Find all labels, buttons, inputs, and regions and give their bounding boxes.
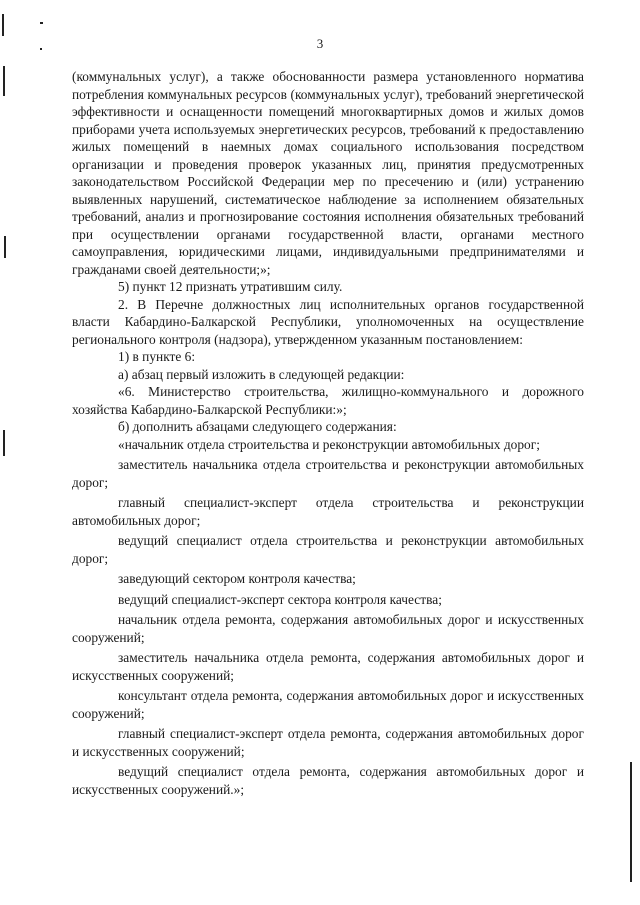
scan-edge-mark [630, 762, 632, 882]
scan-edge-mark [3, 430, 5, 456]
document-body [72, 68, 584, 798]
position-list-item: консультант отдела ремонта, содержания автомобильных дорог и искусственных сооружений; [72, 688, 584, 721]
scan-dot [40, 22, 43, 24]
scan-edge-mark [3, 66, 5, 96]
position-list-item: главный специалист-эксперт отдела строительства и реконструкции автомобильных дорог; [72, 495, 584, 528]
paragraph-quote-ministry: «6. Министерство строительства, жилищно-коммунального и дорожного хозяйства Кабардино-Балкарской Республики:»; [72, 384, 584, 417]
paragraph-subitem-1: 1) в пункте 6: [118, 349, 196, 364]
position-list-item: главный специалист-эксперт отдела ремонта, содержания автомобильных дорог и искусственных сооружений; [72, 726, 584, 759]
position-list-item: ведущий специалист-эксперт сектора контроля качества; [118, 591, 442, 607]
position-list-item: заведующий сектором контроля качества; [118, 571, 356, 586]
position-list-item: начальник отдела ремонта, содержания автомобильных дорог и искусственных сооружений; [72, 612, 584, 645]
position-list-item: заместитель начальника отдела ремонта, содержания автомобильных дорог и искусственных сооружений; [72, 650, 584, 683]
paragraph-subitem-b: б) дополнить абзацами следующего содержания: [118, 419, 397, 434]
paragraph-subitem-a: а) абзац первый изложить в следующей редакции: [118, 366, 405, 382]
position-list-item: «начальник отдела строительства и реконструкции автомобильных дорог; [118, 436, 540, 452]
position-list-item: ведущий специалист отдела ремонта, содержания автомобильных дорог и искусственных сооружений.»; [72, 764, 584, 797]
paragraph-item-5: 5) пункт 12 признать утратившим силу. [118, 279, 343, 294]
paragraph-continuation: (коммунальных услуг), а также обоснованности размера установленного норматива потребления коммунальных ресурсов (коммунальных услуг), требований энергетической эффективности и оснащенности помещений многоквартирных домов и жилых домов приборами учета используемых энергетических ресурсов, требований к предоставлению жилых помещений в наемных домах социального использования посредством организации и проведения проверок указанных лиц, принятия предусмотренных законодательством Российской Федерации мер по пресечению и (или) устранению выявленных нарушений, систематическое наблюдение за исполнением обязательных требований, анализ и прогнозирование состояния исполнения обязательных требований при осуществлении органами государственной власти, органами местного самоуправления, юридическими лицами, индивидуальными предпринимателями и гражданами своей деятельности;»; [72, 69, 584, 277]
position-list-item: заместитель начальника отдела строительства и реконструкции автомобильных дорог; [72, 457, 584, 490]
paragraph-section-2: 2. В Перечне должностных лиц исполнительных органов государственной власти Кабардино-Балкарской Республики, уполномоченных на осуществление регионального контроля (надзора), утвержденном указанным постановлением: [72, 296, 584, 347]
scan-edge-mark [4, 236, 6, 258]
page-number: 3 [316, 36, 324, 51]
position-list-item: ведущий специалист отдела строительства и реконструкции автомобильных дорог; [72, 533, 584, 566]
scan-edge-mark [2, 14, 4, 36]
